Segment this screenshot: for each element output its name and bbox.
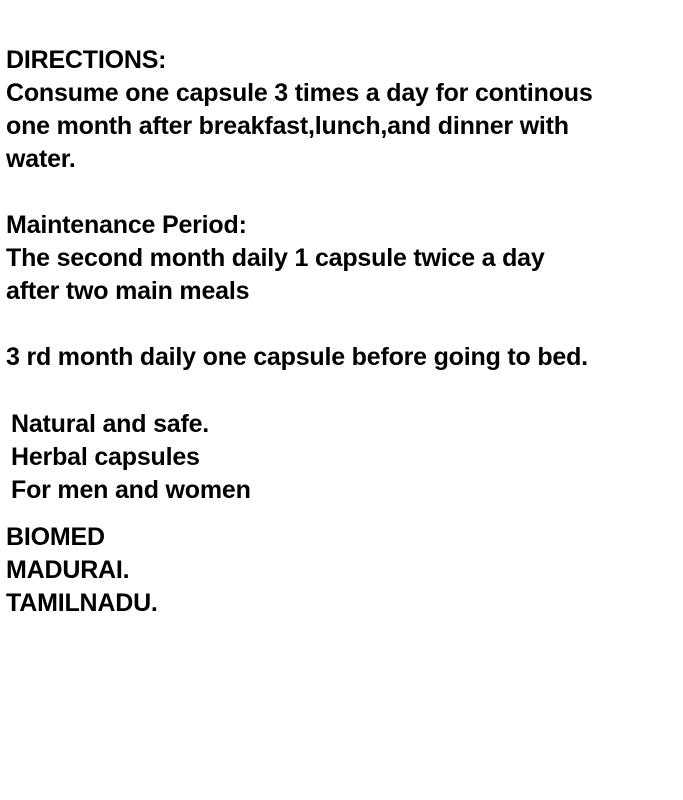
product-claims-section: [6, 408, 675, 507]
third-month-section: [6, 341, 675, 374]
section-gap-4: [6, 507, 675, 521]
directions-section: [6, 44, 675, 176]
manufacturer-state: TAMILNADU.: [6, 589, 158, 617]
section-gap-1: [6, 176, 675, 209]
maintenance-heading: Maintenance Period:: [6, 211, 247, 239]
third-month-line-1: 3 rd month daily one capsule before going to bed.: [6, 343, 588, 371]
section-gap-3: [6, 374, 675, 408]
claim-herbal-capsules: Herbal capsules: [11, 443, 200, 471]
section-gap-2: [6, 308, 675, 341]
maintenance-section: [6, 209, 675, 308]
directions-heading: DIRECTIONS:: [6, 46, 167, 74]
manufacturer-city: MADURAI.: [6, 556, 130, 584]
directions-line-2: one month after breakfast,lunch,and dinner with: [6, 112, 569, 140]
claim-for-men-and-women: For men and women: [11, 476, 251, 504]
maintenance-line-1: The second month daily 1 capsule twice a day: [6, 244, 545, 272]
claim-natural-and-safe: Natural and safe.: [11, 410, 210, 438]
maintenance-line-2: after two main meals: [6, 277, 250, 305]
manufacturer-section: [6, 521, 675, 620]
manufacturer-name: BIOMED: [6, 523, 105, 551]
directions-line-3: water.: [6, 145, 76, 173]
directions-line-1: Consume one capsule 3 times a day for continous: [6, 79, 593, 107]
